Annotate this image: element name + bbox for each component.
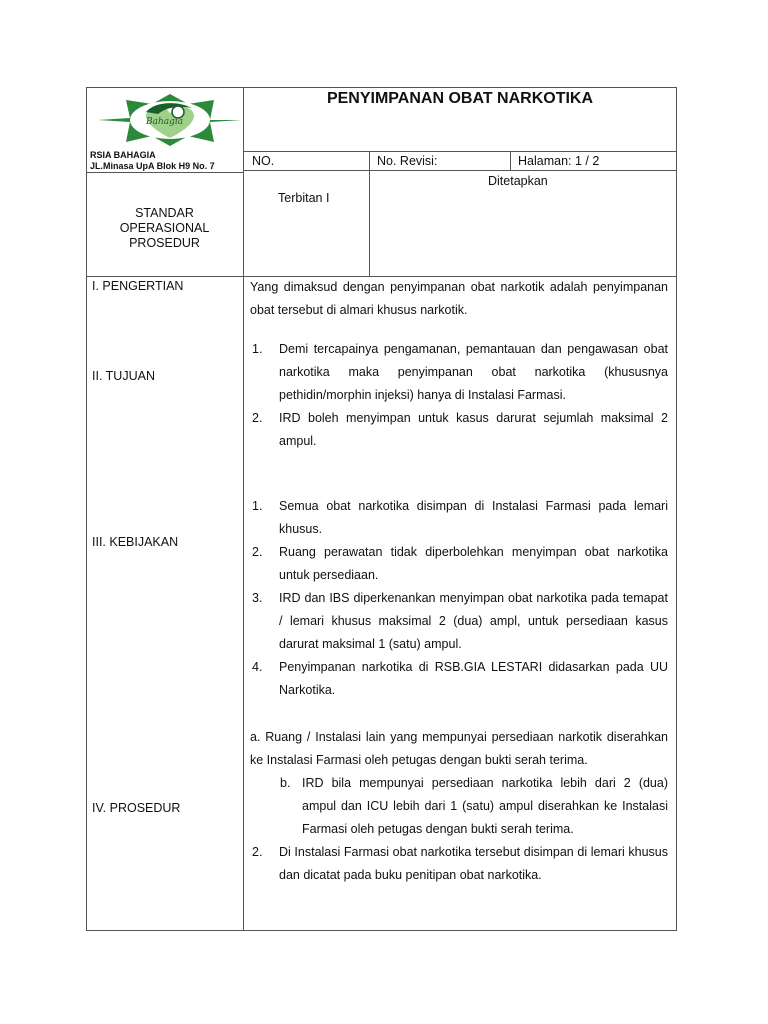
prosedur-sub-item-text: IRD bila mempunyai persediaan narkotika lebih dari 2 (dua) ampul dan ICU lebih dari 1 (satu) ampul diserahkan ke Instalasi Farmasi oleh petugas dengan bukti serah terima. <box>302 776 668 836</box>
prosedur-content <box>250 726 668 887</box>
kebijakan-item-text: Semua obat narkotika disimpan di Instalasi Farmasi pada lemari khusus. <box>279 499 668 536</box>
prosedur-intro: a. Ruang / Instalasi lain yang mempunyai persediaan narkotik diserahkan ke Instalasi Farmasi oleh petugas dengan bukti serah terima. <box>250 730 668 767</box>
section-label-prosedur: IV. PROSEDUR <box>92 801 181 815</box>
prosedur-sub-item-letter: b. <box>280 776 291 790</box>
kebijakan-item-number: 2. <box>252 545 263 559</box>
tujuan-item-text: Demi tercapainya pengamanan, pemantauan dan pengawasan obat narkotika maka penyimpanan obat narkotika (khususnya pethidin/morphin injeksi) hanya di Instalasi Farmasi. <box>279 342 668 402</box>
kebijakan-item-text: IRD dan IBS diperkenankan menyimpan obat narkotika pada temapat / lemari khusus maksimal 2 (dua) ampl, untuk persediaan kasus darurat maksimal 1 (satu) ampul. <box>279 591 668 651</box>
hospital-name: RSIA BAHAGIA <box>90 150 156 160</box>
kebijakan-item-number: 4. <box>252 660 263 674</box>
logo-script-text: Bahagia <box>146 117 184 127</box>
sop-line-2: OPERASIONAL <box>119 221 210 235</box>
ditetapkan-label: Ditetapkan <box>488 174 548 188</box>
terbitan-label: Terbitan I <box>278 191 330 205</box>
tujuan-item <box>250 338 668 407</box>
kebijakan-item-text: Ruang perawatan tidak diperbolehkan menyimpan obat narkotika untuk persediaan. <box>279 545 668 582</box>
hospital-address: JL.Minasa UpA Blok H9 No. 7 <box>90 161 215 171</box>
sop-line-1: STANDAR <box>135 206 194 220</box>
kebijakan-item <box>250 495 668 541</box>
kebijakan-item-number: 3. <box>252 591 263 605</box>
tujuan-item-text: IRD boleh menyimpan untuk kasus darurat sejumlah maksimal 2 ampul. <box>279 411 668 448</box>
border-row-header <box>244 151 676 152</box>
border-row-labels <box>244 170 676 171</box>
kebijakan-item <box>250 656 668 702</box>
prosedur-item <box>250 841 668 887</box>
prosedur-item-number: 2. <box>252 845 263 859</box>
tujuan-item-number: 1. <box>252 342 263 356</box>
border-col-revisi <box>369 151 370 276</box>
border-col-halaman <box>510 151 511 171</box>
pengertian-text: Yang dimaksud dengan penyimpanan obat narkotik adalah penyimpanan obat tersebut di almari khusus narkotik. <box>250 280 668 317</box>
prosedur-sub-item <box>250 772 668 841</box>
kebijakan-item <box>250 541 668 587</box>
section-label-tujuan: II. TUJUAN <box>92 369 155 383</box>
section-label-kebijakan: III. KEBIJAKAN <box>92 535 179 549</box>
section-label-pengertian: I. PENGERTIAN <box>92 279 184 293</box>
border-right <box>676 87 677 931</box>
no-label: NO. <box>252 154 275 168</box>
kebijakan-item <box>250 587 668 656</box>
sop-label <box>86 206 243 251</box>
border-bottom <box>86 930 676 931</box>
kebijakan-list <box>250 495 668 702</box>
tujuan-item-number: 2. <box>252 411 263 425</box>
sop-line-3: PROSEDUR <box>129 236 200 250</box>
kebijakan-item-text: Penyimpanan narkotika di RSB.GIA LESTARI didasarkan pada UU Narkotika. <box>279 660 668 697</box>
tujuan-list <box>250 338 668 453</box>
kebijakan-item-number: 1. <box>252 499 263 513</box>
revisi-label: No. Revisi: <box>377 154 438 168</box>
prosedur-item-text: Di Instalasi Farmasi obat narkotika tersebut disimpan di lemari khusus dan dicatat pada buku penitipan obat narkotika. <box>279 845 668 882</box>
body-content <box>244 276 676 930</box>
tujuan-item <box>250 407 668 453</box>
document-title: PENYIMPANAN OBAT NARKOTIKA <box>326 90 594 107</box>
halaman-label: Halaman: 1 / 2 <box>518 154 600 168</box>
border-row-header-left <box>86 172 244 173</box>
